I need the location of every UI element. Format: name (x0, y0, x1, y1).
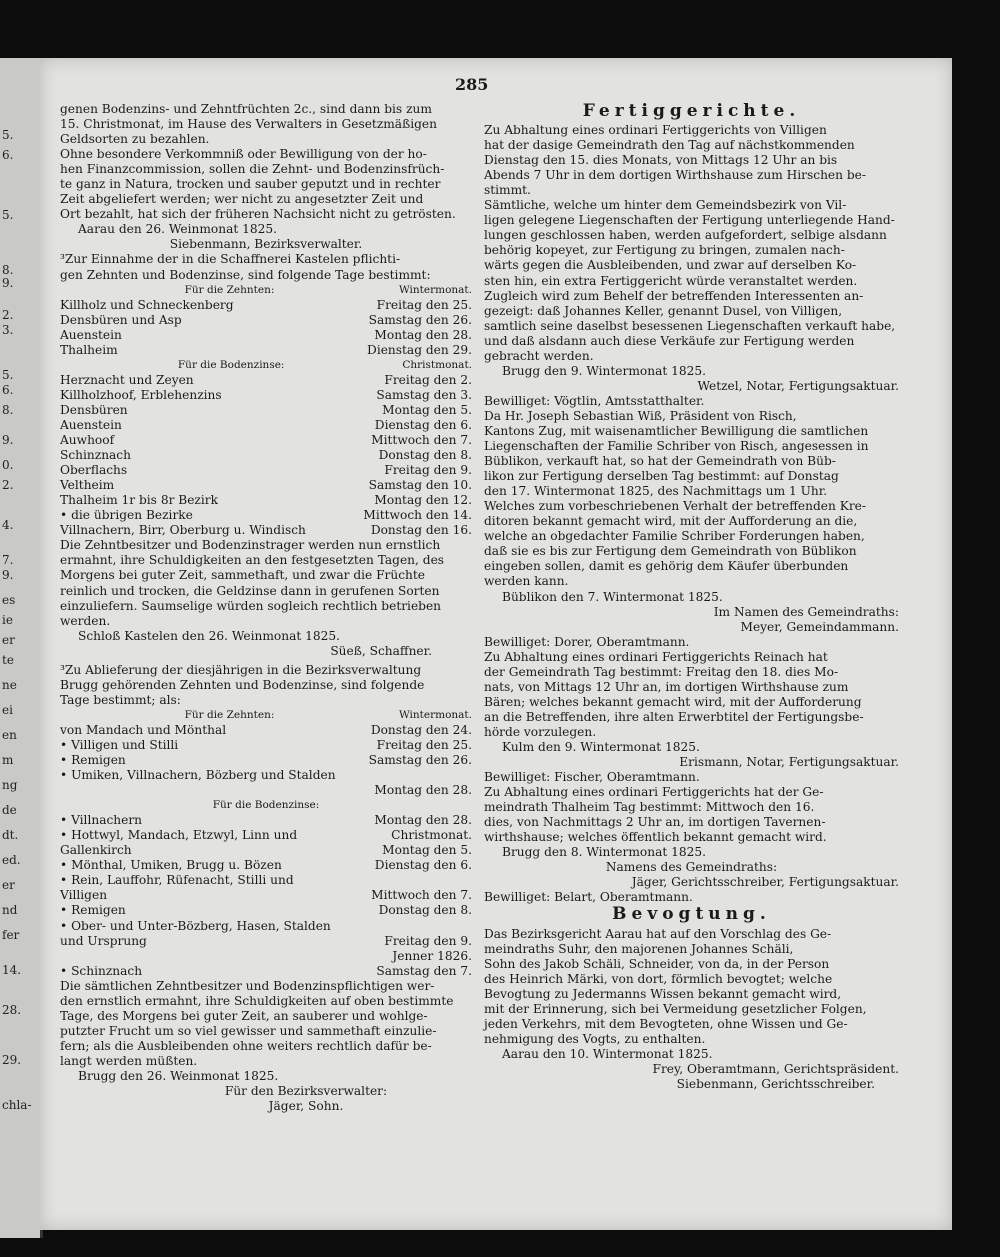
schedule-row (60, 738, 472, 753)
schedule-row (60, 433, 472, 448)
text-line: Sämtliche, welche um hinter dem Gemeindsbezirk von Vil- (484, 198, 847, 213)
reinach-notice (484, 650, 899, 740)
thalheim-notice (484, 785, 899, 845)
text-line: gezeigt: daß Johannes Keller, genannt Dusel, von Villigen, (484, 303, 843, 318)
text-line: nats, von Mittags 12 Uhr an, im dortigen Wirthshause zum (484, 679, 849, 694)
schedule-place: Gallenkirch (60, 843, 132, 858)
schedule-row (60, 753, 472, 768)
margin-fragment: nd (2, 903, 18, 917)
margin-fragment: 6. (2, 383, 14, 397)
schedule-place: • die übrigen Bezirke (60, 508, 193, 523)
schedule-row (60, 448, 472, 463)
text-line: Bären; welches bekannt gemacht wird, mit der Aufforderung (484, 694, 862, 709)
schedule-place: • Hottwyl, Mandach, Etzwyl, Linn und (60, 828, 298, 843)
schedule-place: • Ober- und Unter-Bözberg, Hasen, Stalden (60, 918, 331, 933)
text-line: Ort bezahlt, hat sich der früheren Nachsicht nicht zu getrösten. (60, 207, 456, 222)
schedule-row (60, 813, 472, 828)
schedule-date: Christmonat. (391, 828, 472, 843)
text-line: ³Zur Einnahme der in die Schaffnerei Kastelen pflichti- (60, 252, 401, 267)
schedule-date: Jenner 1826. (392, 948, 472, 963)
schedule-row (60, 463, 472, 478)
right-column (484, 102, 899, 1092)
brugg-zehnten-list (60, 723, 472, 798)
text-line: fern; als die Ausbleibenden ohne weiters rechtlich dafür be- (60, 1038, 432, 1053)
schedule-date: Dienstag den 6. (374, 417, 472, 432)
schedule-row (60, 523, 472, 538)
schedule-date: Montag den 28. (374, 783, 472, 798)
schedule-date: Donstag den 24. (370, 722, 472, 737)
text-line: Zu Abhaltung eines ordinari Fertiggerichts Reinach hat (484, 649, 828, 664)
margin-fragment: 3. (2, 323, 14, 337)
text-line: hen Finanzcommission, sollen die Zehnt- und Bodenzinsfrüch- (60, 162, 445, 177)
text-line: putzter Frucht um so viel gewisser und sammethaft einzulie- (60, 1023, 437, 1038)
schedule-row (60, 403, 472, 418)
schedule-date: Montag den 12. (374, 493, 472, 508)
text-line: genen Bodenzins- und Zehntfrüchten 2c., sind dann bis zum (60, 102, 432, 116)
text-line: daß sie es bis zur Fertigung dem Gemeindrath von Büblikon (484, 544, 857, 559)
schedule-place: Schinznach (60, 448, 131, 463)
left-page-edge (0, 58, 43, 1238)
text-line: Bevogtung zu Jedermanns Wissen bekannt gemacht wird, (484, 986, 842, 1001)
schedule-row (60, 919, 472, 934)
bevogtung-signature-1: Frey, Oberamtmann, Gerichtspräsident. (652, 1061, 899, 1076)
margin-fragment: 9. (2, 433, 14, 447)
text-line: dies, von Nachmittags 2 Uhr an, im dortigen Tavernen- (484, 815, 826, 830)
schedule-row (60, 888, 472, 903)
margin-fragment: 5. (2, 128, 14, 142)
schedule-row (60, 508, 472, 523)
schedule-date: Samstag den 7. (376, 963, 472, 978)
text-line: Zu Abhaltung eines ordinari Fertiggerichts von Villigen (484, 123, 827, 138)
margin-fragment: es (2, 593, 16, 607)
thalheim-signature-2: Jäger, Gerichtsschreiber, Fertigungsaktuar. (631, 875, 899, 890)
reinach-date: Kulm den 9. Wintermonat 1825. (502, 739, 700, 754)
margin-fragment: te (2, 653, 14, 667)
text-line: den ernstlich ermahnt, ihre Schuldigkeiten auf oben bestimmte (60, 993, 454, 1008)
margin-fragment: er (2, 878, 15, 892)
bevogtung-signature-2: Siebenmann, Gerichtsschreiber. (676, 1077, 875, 1091)
margin-fragment: 6. (2, 148, 14, 162)
text-line: samtlich seine daselbst besessenen Liegenschaften verkauft habe, (484, 318, 896, 333)
schedule-date: Montag den 28. (374, 813, 472, 828)
margin-fragment: er (2, 633, 15, 647)
schedule-place: Villigen (60, 888, 108, 903)
margin-fragment: ng (2, 778, 18, 792)
schedule-date: Mittwoch den 7. (371, 888, 472, 903)
schedule-row (60, 903, 472, 918)
schedule-row (60, 873, 472, 888)
intro-date: Aarau den 26. Weinmonat 1825. (78, 222, 278, 237)
text-line: Die sämtlichen Zehntbesitzer und Bodenzinspflichtigen wer- (60, 978, 435, 993)
brugg-signature-1: Für den Bezirksverwalter: (224, 1084, 388, 1099)
schedule-row (60, 313, 472, 328)
text-line: Büblikon, verkauft hat, so hat der Gemeindrath von Büb- (484, 454, 836, 469)
text-line: Tage, des Morgens bei guter Zeit, an sauberer und wohlge- (60, 1008, 428, 1023)
schedule-place: • Mönthal, Umiken, Brugg u. Bözen (60, 858, 282, 873)
schedule-row (60, 328, 472, 343)
newspaper-page (40, 58, 952, 1230)
text-line: nehmigung des Vogts, zu enthalten. (484, 1031, 706, 1046)
text-line: Zeit abgeliefert werden; wer nicht zu angesetzter Zeit und (60, 192, 424, 207)
text-line: des Heinrich Märki, von dort, förmlich bevogtet; welche (484, 971, 833, 986)
schedule-place: Auenstein (60, 327, 122, 342)
text-line: stimmt. (484, 183, 531, 198)
brugg-closing (60, 979, 472, 1069)
margin-fragment: 9. (2, 276, 14, 290)
schedule-row (60, 783, 472, 798)
schedule-date: Mittwoch den 14. (363, 508, 472, 523)
margin-fragment: 8. (2, 403, 14, 417)
schedule-place: • Umiken, Villnachern, Bözberg und Stalden (60, 768, 336, 783)
schedule-row (60, 478, 472, 493)
text-line: behörig kopeyet, zur Fertigung zu bringen, zumalen nach- (484, 243, 845, 258)
schedule-place: von Mandach und Mönthal (60, 722, 227, 737)
bueblikon-signature-2: Meyer, Gemeindammann. (740, 619, 899, 634)
text-line: an die Betreffenden, ihre alten Erwerbtitel der Fertigungsbe- (484, 709, 864, 724)
margin-fragment: ne (2, 678, 17, 692)
schedule-place: • Villigen und Stilli (60, 737, 179, 752)
schedule-date: Montag den 5. (382, 402, 472, 417)
margin-fragment: ed. (2, 853, 21, 867)
schedule-date: Freitag den 2. (384, 372, 472, 387)
text-line: Welches zum vorbeschriebenen Verhalt der betreffenden Kre- (484, 499, 866, 514)
text-line: ditoren bekannt gemacht wird, mit der Aufforderung an die, (484, 514, 858, 529)
schedule-place: Thalheim 1r bis 8r Bezirk (60, 493, 218, 508)
schedule-place: Oberflachs (60, 463, 128, 478)
page-number: 285 (455, 75, 489, 94)
text-line: den 17. Wintermonat 1825, des Nachmittags um 1 Uhr. (484, 484, 828, 499)
kasteln-bodenzinse-list (60, 373, 472, 539)
kasteln-closing (60, 538, 472, 628)
schedule-row (60, 828, 472, 843)
schedule-place: • Villnachern (60, 813, 143, 828)
bueblikon-signature-1: Im Namen des Gemeindraths: (713, 604, 899, 619)
kasteln-zehnten-list (60, 298, 472, 358)
text-line: Sohn des Jakob Schäli, Schneider, von da, in der Person (484, 956, 830, 971)
kasteln-notice (60, 252, 472, 282)
margin-fragment: 9. (2, 568, 14, 582)
text-line: und daß alsdann auch diese Verkäufe zur Fertigung werden (484, 333, 855, 348)
text-line: hörde vorzulegen. (484, 724, 597, 739)
text-line: likon zur Fertigung derselben Tag bestimmt: auf Donstag (484, 469, 839, 484)
bueblikon-approved: Bewilliget: Dorer, Oberamtmann. (484, 634, 690, 649)
schedule-date: Mittwoch den 7. (371, 433, 472, 448)
villigen-signature: Wetzel, Notar, Fertigungsaktuar. (697, 378, 899, 393)
schedule-date: Freitag den 25. (376, 737, 472, 752)
text-line: werden kann. (484, 574, 569, 589)
margin-fragment: m (2, 753, 14, 767)
text-line: te ganz in Natura, trocken und sauber geputzt und in rechter (60, 177, 441, 192)
schedule-row (60, 964, 472, 979)
brugg-bodenzinse-header: Für die Bodenzinse: (212, 799, 320, 812)
text-line: welche an obgedachter Familie Schriber Forderungen haben, (484, 529, 865, 544)
kasteln-zehnten-header: Für die Zehnten: Wintermonat. (184, 283, 472, 296)
schedule-place: Herznacht und Zeyen (60, 372, 194, 387)
schedule-place: Densbüren und Asp (60, 312, 182, 327)
villigen-date: Brugg den 9. Wintermonat 1825. (502, 363, 707, 378)
schedule-date: Samstag den 10. (368, 478, 472, 493)
text-line: Die Zehntbesitzer und Bodenzinstrager werden nun ernstlich (60, 538, 441, 553)
margin-fragment: en (2, 728, 17, 742)
reinach-signature: Erismann, Notar, Fertigungsaktuar. (679, 755, 899, 770)
bueblikon-date: Büblikon den 7. Wintermonat 1825. (502, 589, 723, 604)
text-line: Kantons Zug, mit waisenamtlicher Bewilligung die samtlichen (484, 423, 869, 438)
section-heading-bevogtung: Bevogtung. (612, 904, 771, 925)
reinach-approved: Bewilliget: Fischer, Oberamtmann. (484, 770, 700, 785)
schedule-row (60, 388, 472, 403)
margin-fragment: ie (2, 613, 13, 627)
schedule-row (60, 493, 472, 508)
text-line: werden. (60, 613, 111, 628)
text-line: Brugg gehörenden Zehnten und Bodenzinse, sind folgende (60, 677, 425, 692)
text-line: sten hin, ein extra Fertiggericht würde veranstaltet werden. (484, 273, 858, 288)
margin-fragment: fer (2, 928, 20, 942)
margin-fragment: ei (2, 703, 13, 717)
schedule-place: Villnachern, Birr, Oberburg u. Windisch (60, 523, 306, 538)
schedule-date: Donstag den 16. (370, 523, 472, 538)
text-line: eingeben sollen, damit es gehörig dem Käufer überbunden (484, 559, 849, 574)
margin-fragment: 5. (2, 368, 14, 382)
brugg-bodenzinse-list (60, 813, 472, 979)
text-line: Das Bezirksgericht Aarau hat auf den Vorschlag des Ge- (484, 926, 832, 941)
schedule-place: Veltheim (60, 478, 115, 493)
margin-fragment: 2. (2, 478, 14, 492)
margin-fragment: chla- (2, 1098, 32, 1112)
section-heading-fertiggerichte: Fertiggerichte. (582, 101, 801, 121)
intro-notice (60, 102, 472, 222)
text-line: meindrath Thalheim Tag bestimmt: Mittwoch den 16. (484, 800, 815, 815)
text-line: meindraths Suhr, den majorenen Johannes Schäli, (484, 941, 794, 956)
schedule-date: Samstag den 26. (368, 312, 472, 327)
schedule-place: • Schinznach (60, 963, 143, 978)
schedule-place (60, 949, 392, 964)
schedule-place: Auwhoof (60, 433, 115, 448)
brugg-notice (60, 663, 472, 708)
schedule-place: Killholzhoof, Erblehenzins (60, 387, 222, 402)
text-line: 15. Christmonat, im Hause des Verwalters in Gesetzmäßigen (60, 117, 437, 132)
schedule-date: Freitag den 9. (384, 933, 472, 948)
schedule-place: • Remigen (60, 903, 126, 918)
text-line: Morgens bei guter Zeit, sammethaft, und zwar die Früchte (60, 568, 426, 583)
text-line: Zugleich wird zum Behelf der betreffenden Interessenten an- (484, 288, 864, 303)
text-line: reinlich und trocken, die Geldzinse dann in gerufenen Sorten (60, 583, 440, 598)
kasteln-bodenzinse-header: Für die Bodenzinse: Christmonat. (177, 358, 472, 371)
schedule-date: Montag den 28. (374, 327, 472, 342)
schedule-place: Thalheim (60, 342, 118, 357)
text-line: wirthshause; welches öffentlich bekannt gemacht wird. (484, 830, 827, 845)
margin-fragment: 5. (2, 208, 14, 222)
brugg-signature-2: Jäger, Sohn. (268, 1099, 344, 1114)
villigen-approved: Bewilliget: Vögtlin, Amtsstatthalter. (484, 393, 705, 408)
schedule-row (60, 843, 472, 858)
schedule-date: Freitag den 25. (376, 297, 472, 312)
text-line: gebracht werden. (484, 348, 594, 363)
text-line: lungen geschlossen haben, werden aufgefordert, selbige alsdann (484, 228, 887, 243)
intro-signature: Siebenmann, Bezirksverwalter. (169, 237, 363, 252)
text-line: Dienstag den 15. dies Monats, von Mittags 12 Uhr an bis (484, 153, 838, 168)
margin-fragment: 14. (2, 963, 22, 977)
margin-fragment: 7. (2, 553, 14, 567)
bevogtung-notice (484, 927, 899, 1047)
brugg-zehnten-header: Für die Zehnten: Wintermonat. (184, 708, 472, 721)
thalheim-signature-1: Namens des Gemeindraths: (605, 860, 778, 875)
schedule-row (60, 373, 472, 388)
margin-fragment: de (2, 803, 17, 817)
schedule-row (60, 418, 472, 433)
text-line: gen Zehnten und Bodenzinse, sind folgende Tage bestimmt: (60, 267, 431, 282)
margin-fragment: 2. (2, 308, 14, 322)
thalheim-approved: Bewilliget: Belart, Oberamtmann. (484, 890, 693, 905)
text-line: Liegenschaften der Familie Schriber von Risch, angesessen in (484, 439, 869, 454)
left-column (60, 102, 472, 1114)
text-line: hat der dasige Gemeindrath den Tag auf nächstkommenden (484, 138, 855, 153)
schedule-row (60, 858, 472, 873)
schedule-date: Samstag den 3. (376, 387, 472, 402)
margin-fragment: 29. (2, 1053, 22, 1067)
villigen-notice (484, 123, 899, 364)
schedule-place: Densbüren (60, 402, 128, 417)
margin-fragment: 4. (2, 518, 14, 532)
text-line: jeden Verkehrs, mit dem Bevogteten, ohne Wissen und Ge- (484, 1016, 848, 1031)
text-line: Geldsorten zu bezahlen. (60, 132, 210, 147)
text-line: der Gemeindrath Tag bestimmt: Freitag den 18. dies Mo- (484, 664, 839, 679)
text-line: Ohne besondere Verkommniß oder Bewilligung von der ho- (60, 147, 427, 162)
schedule-row (60, 343, 472, 358)
schedule-place: • Remigen (60, 753, 126, 768)
bevogtung-date: Aarau den 10. Wintermonat 1825. (502, 1046, 713, 1061)
schedule-date: Dienstag den 6. (374, 858, 472, 873)
text-line: mit der Erinnerung, sich bei Vermeidung gesetzlicher Folgen, (484, 1001, 867, 1016)
text-line: ligen gelegene Liegenschaften der Fertigung unterliegende Hand- (484, 213, 895, 228)
margin-fragment: dt. (2, 828, 19, 842)
text-line: ermahnt, ihre Schuldigkeiten an den festgesetzten Tagen, des (60, 553, 445, 568)
schedule-place (60, 783, 374, 798)
thalheim-date: Brugg den 8. Wintermonat 1825. (502, 845, 707, 860)
kasteln-date: Schloß Kastelen den 26. Weinmonat 1825. (78, 628, 341, 643)
schedule-row (60, 298, 472, 313)
bueblikon-notice (484, 409, 899, 590)
schedule-row (60, 723, 472, 738)
schedule-place: Killholz und Schneckenberg (60, 297, 234, 312)
schedule-date: Donstag den 8. (378, 448, 472, 463)
schedule-row (60, 768, 472, 783)
text-line: Tage bestimmt; als: (60, 692, 181, 707)
schedule-place: • Rein, Lauffohr, Rüfenacht, Stilli und (60, 873, 294, 888)
margin-fragment: 28. (2, 1003, 22, 1017)
margin-fragment: 8. (2, 263, 14, 277)
kasteln-signature: Süeß, Schaffner. (330, 643, 432, 658)
schedule-row (60, 934, 472, 949)
text-line: Da Hr. Joseph Sebastian Wiß, Präsident von Risch, (484, 408, 797, 423)
brugg-date: Brugg den 26. Weinmonat 1825. (78, 1069, 279, 1083)
margin-fragment: 0. (2, 458, 14, 472)
schedule-date: Dienstag den 29. (367, 342, 472, 357)
text-line: Abends 7 Uhr in dem dortigen Wirthshause zum Hirschen be- (484, 168, 867, 183)
text-line: langt werden müßten. (60, 1053, 198, 1068)
text-line: wärts gegen die Ausbleibenden, und zwar auf derselben Ko- (484, 258, 857, 273)
schedule-row (60, 949, 472, 964)
text-line: einzuliefern. Saumselige würden sogleich rechtlich betrieben (60, 598, 442, 613)
schedule-place: Auenstein (60, 417, 122, 432)
schedule-date: Montag den 5. (382, 843, 472, 858)
text-line: Zu Abhaltung eines ordinari Fertiggerichts hat der Ge- (484, 785, 824, 800)
schedule-date: Samstag den 26. (368, 753, 472, 768)
text-line: ³Zu Ablieferung der diesjährigen in die Bezirksverwaltung (60, 662, 422, 677)
schedule-date: Freitag den 9. (384, 463, 472, 478)
schedule-date: Donstag den 8. (378, 903, 472, 918)
schedule-place: und Ursprung (60, 933, 147, 948)
